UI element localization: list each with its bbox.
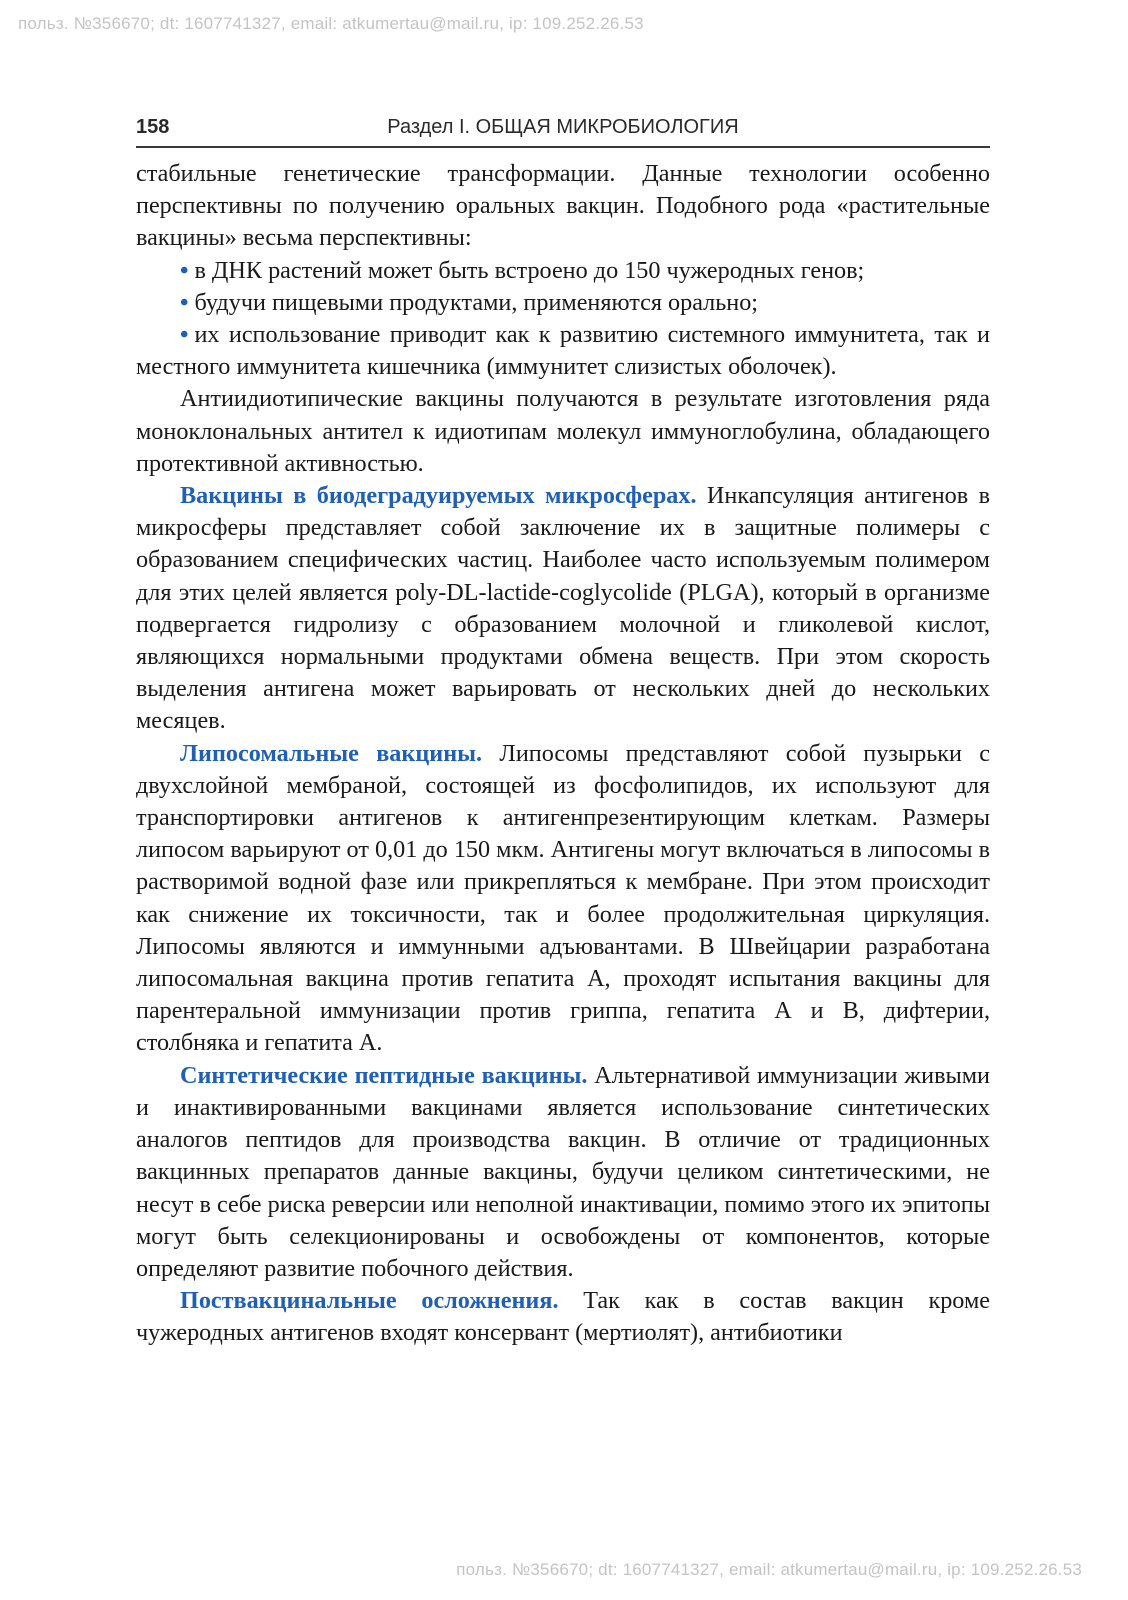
synthetic-text: Альтернативой иммунизации живыми и инактивированными вакцинами является использование синтетических аналогов пептидов для производства вакцин. В отличие от традиционных вакцинных препаратов данные вакцины, будучи целиком синтетическими, не несут в себе риска реверсии или неполной инактивации, помимо этого их эпитопы могут быть селекционированы и освобождены от компонентов, которые определяют развитие побочного действия. [136, 1061, 990, 1282]
plant-vaccine-advantages-list [136, 255, 990, 384]
microspheres-paragraph [136, 480, 990, 738]
page-number: 158 [136, 116, 170, 138]
bullet-icon: • [180, 321, 189, 349]
list-item-text: в ДНК растений может быть встроено до 150 чужеродных генов; [194, 256, 865, 284]
liposomal-heading: Липосомальные вакцины. [180, 739, 483, 767]
complications-text: Так как в состав вакцин кроме чужеродных антигенов входят консервант (мертиолят), антибиотики [136, 1287, 990, 1347]
watermark-top: польз. №356670; dt: 1607741327, email: atkumertau@mail.ru, ip: 109.252.26.53 [18, 14, 644, 33]
list-item [136, 287, 990, 319]
liposomal-paragraph [136, 738, 990, 1060]
watermark-bottom: польз. №356670; dt: 1607741327, email: atkumertau@mail.ru, ip: 109.252.26.53 [456, 1560, 1082, 1579]
synthetic-heading: Синтетические пептидные вакцины. [180, 1061, 588, 1089]
bullet-icon: • [180, 256, 189, 284]
microspheres-text: Инкапсуляция антигенов в микросферы представляет собой заключение их в защитные полимеры с образованием специфических частиц. Наиболее часто используемым полимером для этих целей является poly-DL-lactide-coglycolide (PLGA), который в организме подвергается гидролизу с образованием молочной и гликолевой кислот, являющихся нормальными продуктами обмена веществ. При этом скорость выделения антигена может варьировать от нескольких дней до нескольких месяцев. [136, 482, 990, 735]
complications-heading: Поствакцинальные осложнения. [180, 1287, 559, 1315]
body-text [136, 158, 990, 1350]
book-page [136, 112, 990, 1350]
list-item [136, 319, 990, 383]
intro-paragraph: стабильные генетические трансформации. Данные технологии особенно перспективны по получению оральных вакцин. Подобного рода «растительные вакцины» весьма перспективны: [136, 160, 990, 252]
running-header [136, 112, 990, 148]
list-item-text: будучи пищевыми продуктами, применяются орально; [194, 288, 759, 316]
list-item-text: их использование приводит как к развитию системного иммунитета, так и местного иммунитета кишечника (иммунитет слизистых оболочек). [136, 321, 990, 381]
microspheres-heading: Вакцины в биодеградуируемых микросферах. [180, 482, 697, 510]
list-item [136, 255, 990, 287]
anti-idiotypic-paragraph: Антиидиотипические вакцины получаются в результате изготовления ряда моноклональных антител к идиотипам молекул иммуноглобулина, обладающего протективной активностью. [136, 385, 990, 477]
liposomal-text: Липосомы представляют собой пузырьки с двухслойной мембраной, состоящей из фосфолипидов, их используют для транспортировки антигенов к антигенпрезентирующим клеткам. Размеры липосом варьируют от 0,01 до 150 мкм. Антигены могут включаться в липосомы в растворимой водной фазе или прикрепляться к мембране. При этом происходит как снижение их токсичности, так и более продолжительная циркуляция. Липосомы являются и иммунными адъювантами. В Швейцарии разработана липосомальная вакцина против гепатита А, проходят испытания вакцины для парентеральной иммунизации против гриппа, гепатита А и В, дифтерии, столбняка и гепатита А. [136, 739, 990, 1057]
bullet-icon: • [180, 288, 189, 316]
complications-paragraph [136, 1285, 990, 1349]
synthetic-paragraph [136, 1060, 990, 1285]
section-title: Раздел I. ОБЩАЯ МИКРОБИОЛОГИЯ [387, 116, 739, 138]
